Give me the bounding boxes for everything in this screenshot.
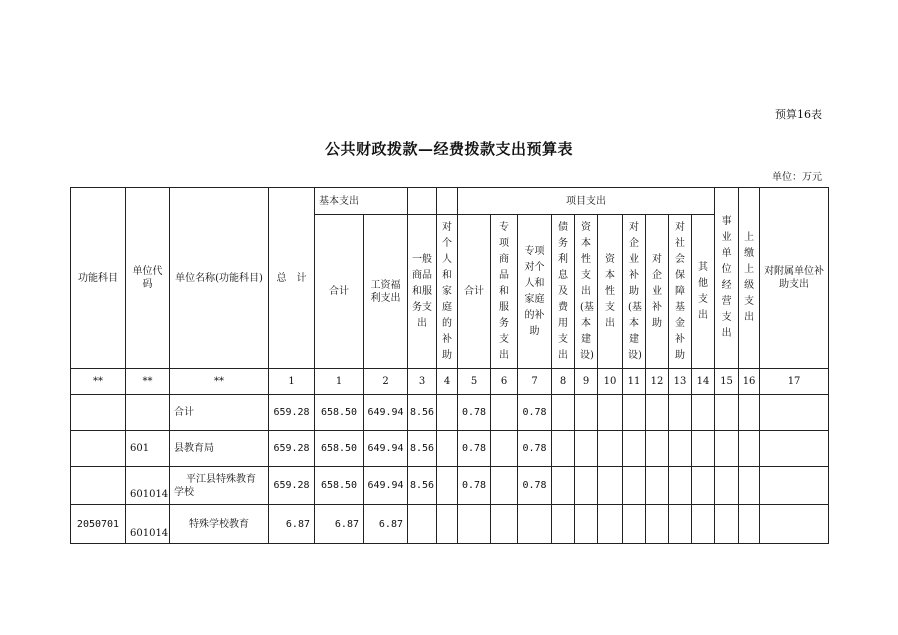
cell-basic-salary: 649.94 [364,467,408,505]
index-cell: ** [71,369,126,395]
unit-label: 单位：万元 [772,172,822,183]
cell-empty [669,431,692,467]
index-cell: 17 [760,369,829,395]
cell-func [71,395,126,431]
header-unit-name: 单位名称(功能科目) [170,188,269,369]
header-row-1 [71,188,829,215]
cell-code: 601 [126,431,170,467]
cell-name: 平江县特殊教育学校 [170,467,269,505]
cell-basic-goods: 8.56 [408,395,437,431]
cell-empty [739,505,760,544]
cell-code [126,395,170,431]
cell-empty [692,395,715,431]
header-basic-goods: 一般商品和服务支出 [408,215,437,369]
header-unit-code: 单位代码 [126,188,170,369]
index-cell: ** [170,369,269,395]
cell-total: 659.28 [269,467,315,505]
cell-basic-goods: 8.56 [408,431,437,467]
index-cell: 1 [269,369,315,395]
cell-name: 特殊学校教育 [170,505,269,544]
cell-proj-subtotal: 0.78 [458,431,491,467]
cell-proj-personal: 0.78 [518,431,552,467]
index-cell: 3 [408,369,437,395]
cell-empty [646,431,669,467]
header-empty [408,188,437,215]
cell-empty [760,431,829,467]
index-cell: 10 [598,369,623,395]
cell-proj-personal: 0.78 [518,467,552,505]
cell-empty [552,395,575,431]
cell-empty [623,467,646,505]
cell-basic-subtotal: 658.50 [315,467,364,505]
page-title: 公共财政拨款—经费拨款支出预算表 [324,140,573,158]
cell-empty [623,505,646,544]
index-cell: 14 [692,369,715,395]
cell-proj-goods [491,431,518,467]
index-cell: 6 [491,369,518,395]
header-basic-salary: 工资福利支出 [364,215,408,369]
cell-empty [646,505,669,544]
cell-empty [598,431,623,467]
header-basic-subtotal: 合计 [315,215,364,369]
cell-empty [760,467,829,505]
header-proj-debt: 债务利息及费用支出 [552,215,575,369]
table-row [71,505,829,544]
cell-func [71,467,126,505]
cell-empty [739,467,760,505]
index-cell: 5 [458,369,491,395]
cell-empty [552,505,575,544]
cell-empty [623,395,646,431]
cell-basic-goods: 8.56 [408,467,437,505]
cell-total: 659.28 [269,431,315,467]
header-empty [437,188,458,215]
form-number: 预算16表 [775,108,822,121]
cell-proj-goods [491,505,518,544]
index-cell: 4 [437,369,458,395]
cell-basic-subtotal: 658.50 [315,395,364,431]
cell-basic-salary: 6.87 [364,505,408,544]
header-business-op: 事业单位经营支出 [715,188,739,369]
cell-empty [692,467,715,505]
cell-proj-subtotal [458,505,491,544]
cell-name: 县教育局 [170,431,269,467]
header-proj-subtotal: 合计 [458,215,491,369]
index-cell: 9 [575,369,598,395]
header-proj-enterprise: 对企业补助 [646,215,669,369]
cell-empty [715,431,739,467]
cell-basic-salary: 649.94 [364,431,408,467]
cell-proj-goods [491,467,518,505]
cell-code: 601014 [126,505,170,544]
cell-basic-subtotal: 658.50 [315,431,364,467]
cell-func: 2050701 [71,505,126,544]
index-cell: 2 [364,369,408,395]
cell-empty [646,467,669,505]
header-proj-personal: 专项对个人和家庭的补助 [518,215,552,369]
cell-empty [669,467,692,505]
cell-empty [598,395,623,431]
header-proj-capital-build: 资本性支出(基本建设) [575,215,598,369]
header-proj-social-fund: 对社会保障基金补助 [669,215,692,369]
header-function-code: 功能科目 [71,188,126,369]
cell-basic-goods [408,505,437,544]
cell-empty [692,431,715,467]
cell-basic-salary: 649.94 [364,395,408,431]
cell-empty [598,505,623,544]
cell-empty [575,467,598,505]
table-row [71,431,829,467]
header-proj-goods: 专项商品和服务支出 [491,215,518,369]
cell-name: 合计 [170,395,269,431]
index-cell: 7 [518,369,552,395]
index-cell: 1 [315,369,364,395]
cell-empty [598,467,623,505]
cell-empty [575,431,598,467]
cell-basic-personal [437,395,458,431]
header-proj-capital: 资本性支出 [598,215,623,369]
header-proj-other: 其他支出 [692,215,715,369]
index-cell: 13 [669,369,692,395]
cell-basic-personal [437,431,458,467]
cell-total: 6.87 [269,505,315,544]
cell-basic-personal [437,467,458,505]
header-total: 总 计 [269,188,315,369]
cell-proj-subtotal: 0.78 [458,467,491,505]
cell-empty [739,431,760,467]
cell-empty [646,395,669,431]
cell-empty [575,505,598,544]
index-cell: 11 [623,369,646,395]
cell-empty [715,395,739,431]
cell-basic-subtotal: 6.87 [315,505,364,544]
index-cell: 16 [739,369,760,395]
cell-empty [575,395,598,431]
cell-proj-subtotal: 0.78 [458,395,491,431]
cell-empty [669,505,692,544]
cell-proj-goods [491,395,518,431]
index-cell: ** [126,369,170,395]
header-affiliated: 对附属单位补助支出 [760,188,829,369]
header-project-group: 项目支出 [458,188,715,215]
cell-total: 659.28 [269,395,315,431]
table-row [71,467,829,505]
cell-proj-personal: 0.78 [518,395,552,431]
cell-empty [692,505,715,544]
index-row [71,369,829,395]
cell-empty [715,505,739,544]
cell-empty [715,467,739,505]
header-proj-enterprise-build: 对企业补助(基本建设) [623,215,646,369]
cell-proj-personal [518,505,552,544]
cell-func [71,431,126,467]
cell-empty [669,395,692,431]
cell-empty [623,431,646,467]
index-cell: 15 [715,369,739,395]
index-cell: 12 [646,369,669,395]
index-cell: 8 [552,369,575,395]
cell-empty [552,431,575,467]
header-basic-personal: 对个人和家庭的补助 [437,215,458,369]
cell-empty [739,395,760,431]
budget-table [70,187,829,544]
cell-code: 601014 [126,467,170,505]
cell-empty [760,505,829,544]
table-row [71,395,829,431]
cell-empty [552,467,575,505]
header-basic-group: 基本支出 [315,188,408,215]
cell-empty [760,395,829,431]
cell-basic-personal [437,505,458,544]
header-upper-pay: 上缴上级支出 [739,188,760,369]
